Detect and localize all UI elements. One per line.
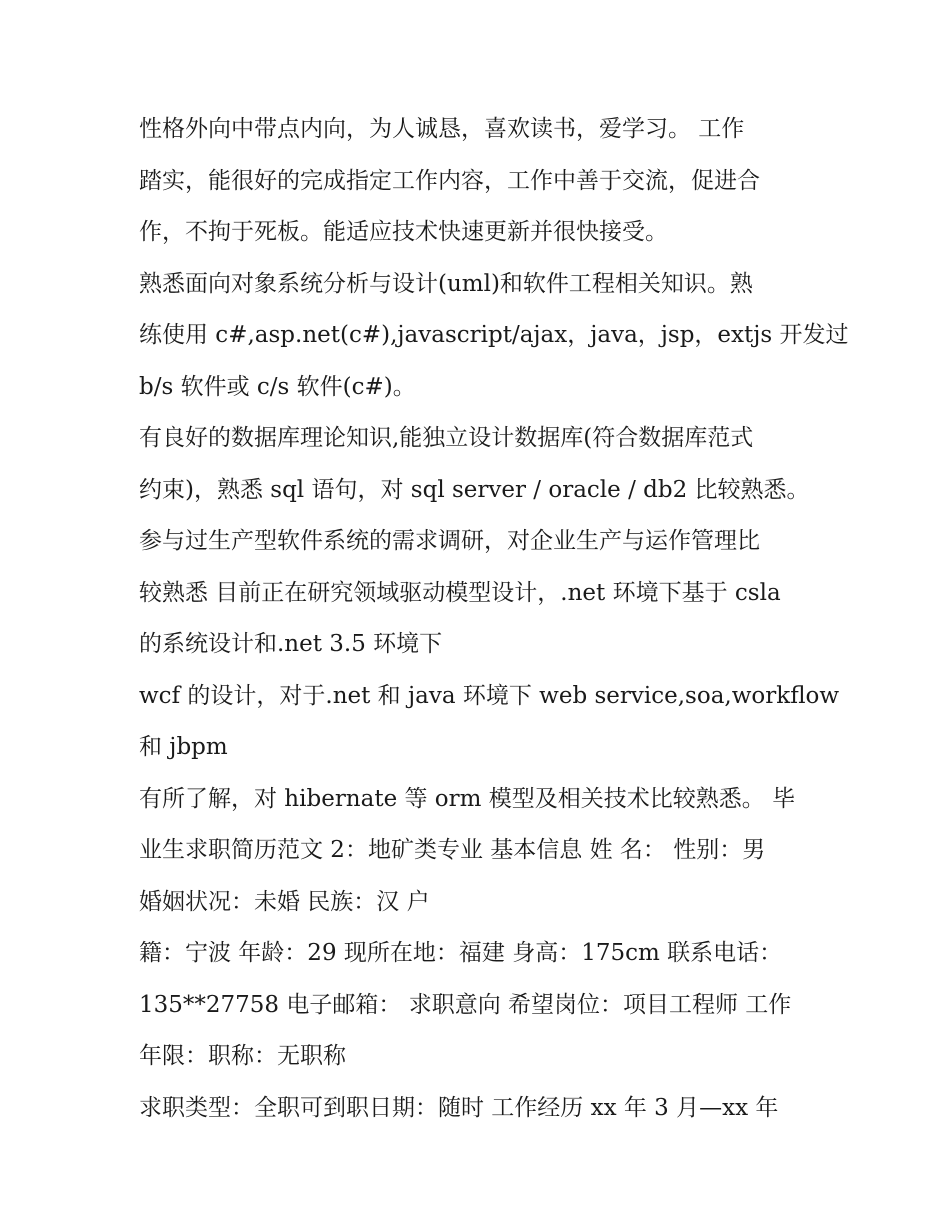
text-line: 熟悉面向对象系统分析与设计(uml)和软件工程相关知识。熟	[139, 270, 753, 297]
text-line: 的系统设计和.net 3.5 环境下	[139, 631, 443, 657]
text-line: 业生求职简历范文 2：地矿类专业 基本信息 姓 名： 性别：男	[139, 837, 766, 863]
text-line: 练使用 c#,asp.net(c#),javascript/ajax，java，jsp，extjs 开发过	[139, 322, 849, 348]
document-body	[139, 104, 849, 1134]
text-line: 135**27758 电子邮箱： 求职意向 希望岗位：项目工程师 工作	[139, 991, 792, 1018]
text-line: b/s 软件或 c/s 软件(c#)。	[139, 373, 416, 400]
text-line: 有良好的数据库理论知识,能独立设计数据库(符合数据库范式	[139, 425, 754, 451]
text-line: 籍：宁波 年龄：29 现所在地：福建 身高：175cm 联系电话：	[139, 940, 783, 966]
text-line: 和 jbpm	[139, 734, 228, 760]
text-line: 婚姻状况：未婚 民族：汉 户	[139, 888, 430, 915]
text-line: 年限：职称：无职称	[139, 1043, 346, 1069]
text-line: 参与过生产型软件系统的需求调研，对企业生产与运作管理比	[139, 528, 760, 554]
text-line: 作，不拘于死板。能适应技术快速更新并很快接受。	[139, 219, 668, 245]
text-line: 踏实，能很好的完成指定工作内容，工作中善于交流，促进合	[139, 167, 760, 194]
text-line: 较熟悉 目前正在研究领域驱动模型设计，.net 环境下基于 csla	[139, 579, 781, 606]
text-line: 求职类型：全职可到职日期：随时 工作经历 xx 年 3 月—xx 年	[139, 1094, 779, 1121]
text-line: 有所了解，对 hibernate 等 orm 模型及相关技术比较熟悉。 毕	[139, 785, 796, 812]
text-line: wcf 的设计，对于.net 和 java 环境下 web service,soa,workflow	[139, 682, 840, 709]
text-line: 约束)，熟悉 sql 语句，对 sql server / oracle / db2 比较熟悉。	[139, 476, 810, 503]
text-line: 性格外向中带点内向，为人诚恳，喜欢读书，爱学习。 工作	[139, 116, 745, 142]
